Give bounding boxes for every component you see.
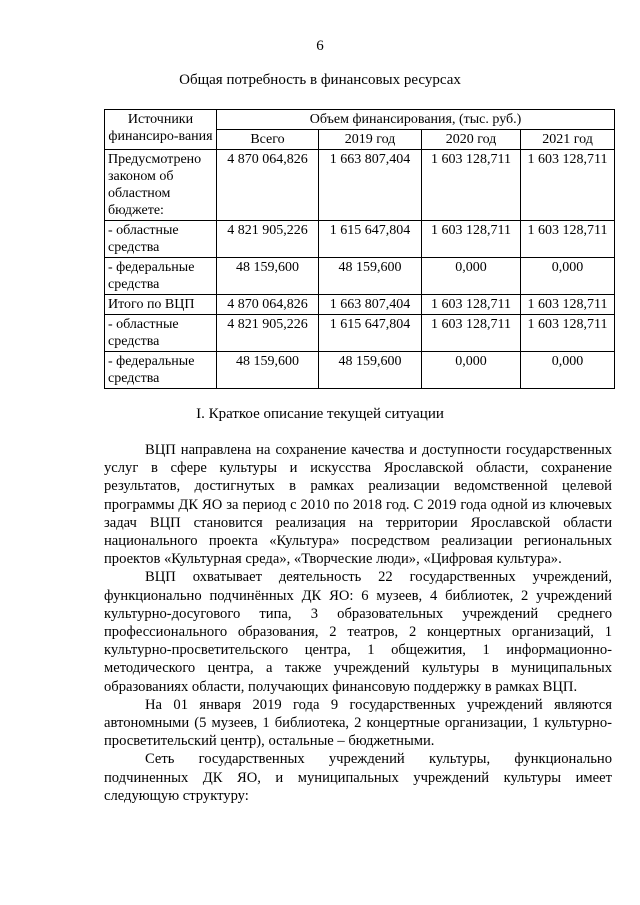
row-2019: 1 663 807,404 [319, 150, 422, 221]
table-row [105, 150, 615, 221]
paragraph: ВЦП охватывает деятельность 22 государственных учреждений, функционально подчинённых ДК ЯО: 6 музеев, 4 библиотек, 2 учреждений культурно-досугового типа, 3 образовательных учреждений среднего профессионального образования, 2 театров, 2 концертных организаций, 1 культурно-просветительского центра, 1 общежития, 1 информационно-методического центра, а также учреждений культуры в муниципальных образованиях области, получающих финансовую поддержку в рамках ВЦП. [104, 569, 612, 695]
row-2021: 1 603 128,711 [521, 315, 615, 352]
row-2019: 1 615 647,804 [319, 315, 422, 352]
row-2021: 1 603 128,711 [521, 295, 615, 315]
row-2020: 0,000 [422, 258, 521, 295]
table-row [105, 315, 615, 352]
row-2021: 1 603 128,711 [521, 221, 615, 258]
row-total: 4 821 905,226 [217, 221, 319, 258]
row-2020: 1 603 128,711 [422, 295, 521, 315]
row-2019: 48 159,600 [319, 352, 422, 389]
table-row [105, 221, 615, 258]
row-source: - областные средства [105, 315, 217, 352]
paragraph: Сеть государственных учреждений культуры, функционально подчиненных ДК ЯО, и муниципальных учреждений культуры имеет следующую структуру: [104, 751, 612, 804]
row-source: - областные средства [105, 221, 217, 258]
row-2019: 1 615 647,804 [319, 221, 422, 258]
row-2020: 1 603 128,711 [422, 315, 521, 352]
table-header-row [105, 110, 615, 130]
section-heading: I. Краткое описание текущей ситуации [196, 406, 444, 422]
header-2019: 2019 год [319, 130, 422, 150]
table-row [105, 352, 615, 389]
row-2020: 1 603 128,711 [422, 221, 521, 258]
row-source: - федеральные средства [105, 258, 217, 295]
row-source: Итого по ВЦП [105, 295, 217, 315]
paragraph: ВЦП направлена на сохранение качества и доступности государственных услуг в сфере культуры и искусства Ярославской области, сохранение результатов, достигнутых в рамках реализации ведомственной целевой программы ДК ЯО за период с 2010 по 2018 год. С 2019 года одной из ключевых задач ВЦП становится реализация на территории Ярославской области национального проекта «Культура» посредством реализации региональных проектов «Культурная среда», «Творческие люди», «Цифровая культура». [104, 442, 612, 568]
header-total: Всего [217, 130, 319, 150]
table-row [105, 258, 615, 295]
row-2019: 1 663 807,404 [319, 295, 422, 315]
table-title: Общая потребность в финансовых ресурсах [179, 72, 461, 88]
section-body [104, 441, 612, 805]
header-2021: 2021 год [521, 130, 615, 150]
row-source: Предусмотрено законом об областном бюджете: [105, 150, 217, 221]
row-source: - федеральные средства [105, 352, 217, 389]
row-2020: 1 603 128,711 [422, 150, 521, 221]
table-row [105, 295, 615, 315]
row-2021: 1 603 128,711 [521, 150, 615, 221]
row-2020: 0,000 [422, 352, 521, 389]
header-financing-volume: Объем финансирования, (тыс. руб.) [217, 110, 615, 130]
row-2021: 0,000 [521, 352, 615, 389]
row-total: 48 159,600 [217, 258, 319, 295]
page-number: 6 [316, 38, 324, 54]
header-source: Источники финансиро-вания [105, 110, 217, 150]
row-total: 4 870 064,826 [217, 295, 319, 315]
row-2019: 48 159,600 [319, 258, 422, 295]
paragraph: На 01 января 2019 года 9 государственных учреждений являются автономными (5 музеев, 1 библиотека, 2 концертные организации, 1 культурно-просветительский центр), остальные – бюджетными. [104, 696, 612, 750]
row-total: 48 159,600 [217, 352, 319, 389]
header-2020: 2020 год [422, 130, 521, 150]
row-total: 4 870 064,826 [217, 150, 319, 221]
row-2021: 0,000 [521, 258, 615, 295]
row-total: 4 821 905,226 [217, 315, 319, 352]
financing-table [104, 109, 615, 389]
